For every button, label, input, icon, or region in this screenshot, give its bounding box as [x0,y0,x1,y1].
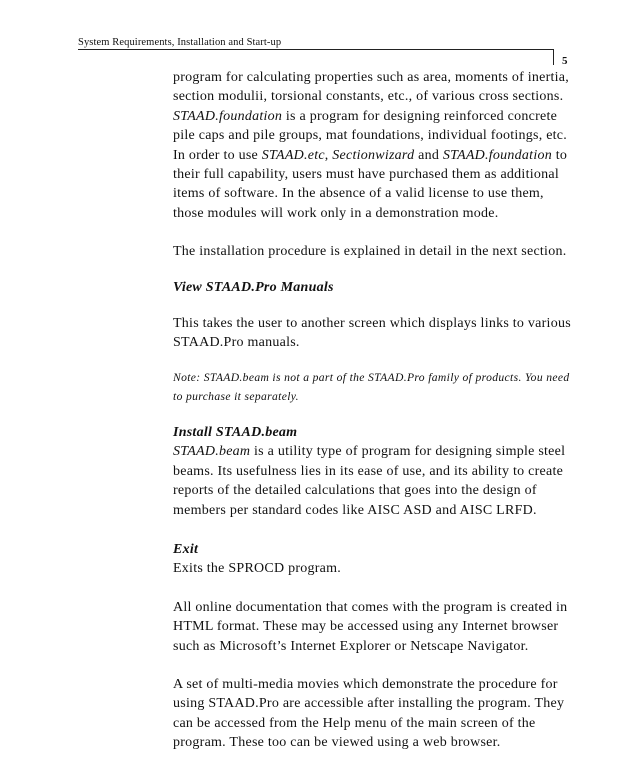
text-run: is a utility type of program for designing simple steel beams. Its usefulness lies in its ease of use, and its ability to create reports of the detailed calculations that goes into the design of members per standard codes like AISC ASD and AISC LRFD. [173,444,566,518]
beam-paragraph [173,442,571,520]
running-header: System Requirements, Installation and Start-up [78,37,282,48]
page-body [173,68,571,753]
product-name: STAAD.etc [261,147,325,163]
page-number: 5 [562,55,568,67]
note-paragraph: Note: STAAD.beam is not a part of the STAAD.Pro family of products. You need to purchase it separately. [173,370,570,403]
exit-heading: Exit [173,541,199,557]
product-name: STAAD.beam [173,444,251,460]
product-name: STAAD.foundation [173,108,283,124]
text-run: to their full capability, users must have purchased them as additional items of software. In the absence of a valid license to use them, those modules will work only in a demonstration mode. [173,147,568,221]
exit-paragraph: Exits the SPROCD program. [173,561,342,577]
product-name: STAAD.foundation [442,147,552,163]
header-rule [78,49,553,50]
header-page-tick [553,49,554,65]
text-run: program for calculating properties such as area, moments of inertia, section modulii, torsional constants, etc., of various cross sections. [173,70,570,105]
beam-heading: Install STAAD.beam [173,424,298,440]
product-name: Sectionwizard [332,147,415,163]
manuals-paragraph: This takes the user to another screen which displays links to various STAAD.Pro manuals. [173,316,571,351]
manuals-heading: View STAAD.Pro Manuals [173,279,334,295]
text-run: is a program for designing reinforced concrete pile caps and pile groups, mat foundations, individual footings, etc. In order to use [173,108,568,163]
online-docs-paragraph: All online documentation that comes with the program is created in HTML format. These may be accessed using any Internet browser such as Microsoft’s Internet Explorer or Netscape Navigator. [173,599,568,654]
movies-paragraph: A set of multi-media movies which demonstrate the procedure for using STAAD.Pro are accessible after installing the program. They can be accessed from the Help menu of the main screen of the program. These too can be viewed using a web browser. [173,676,565,751]
intro-paragraph [173,68,571,223]
installation-paragraph: The installation procedure is explained in detail in the next section. [173,244,567,260]
text-run: and [414,147,443,163]
text-run: , [324,147,333,163]
